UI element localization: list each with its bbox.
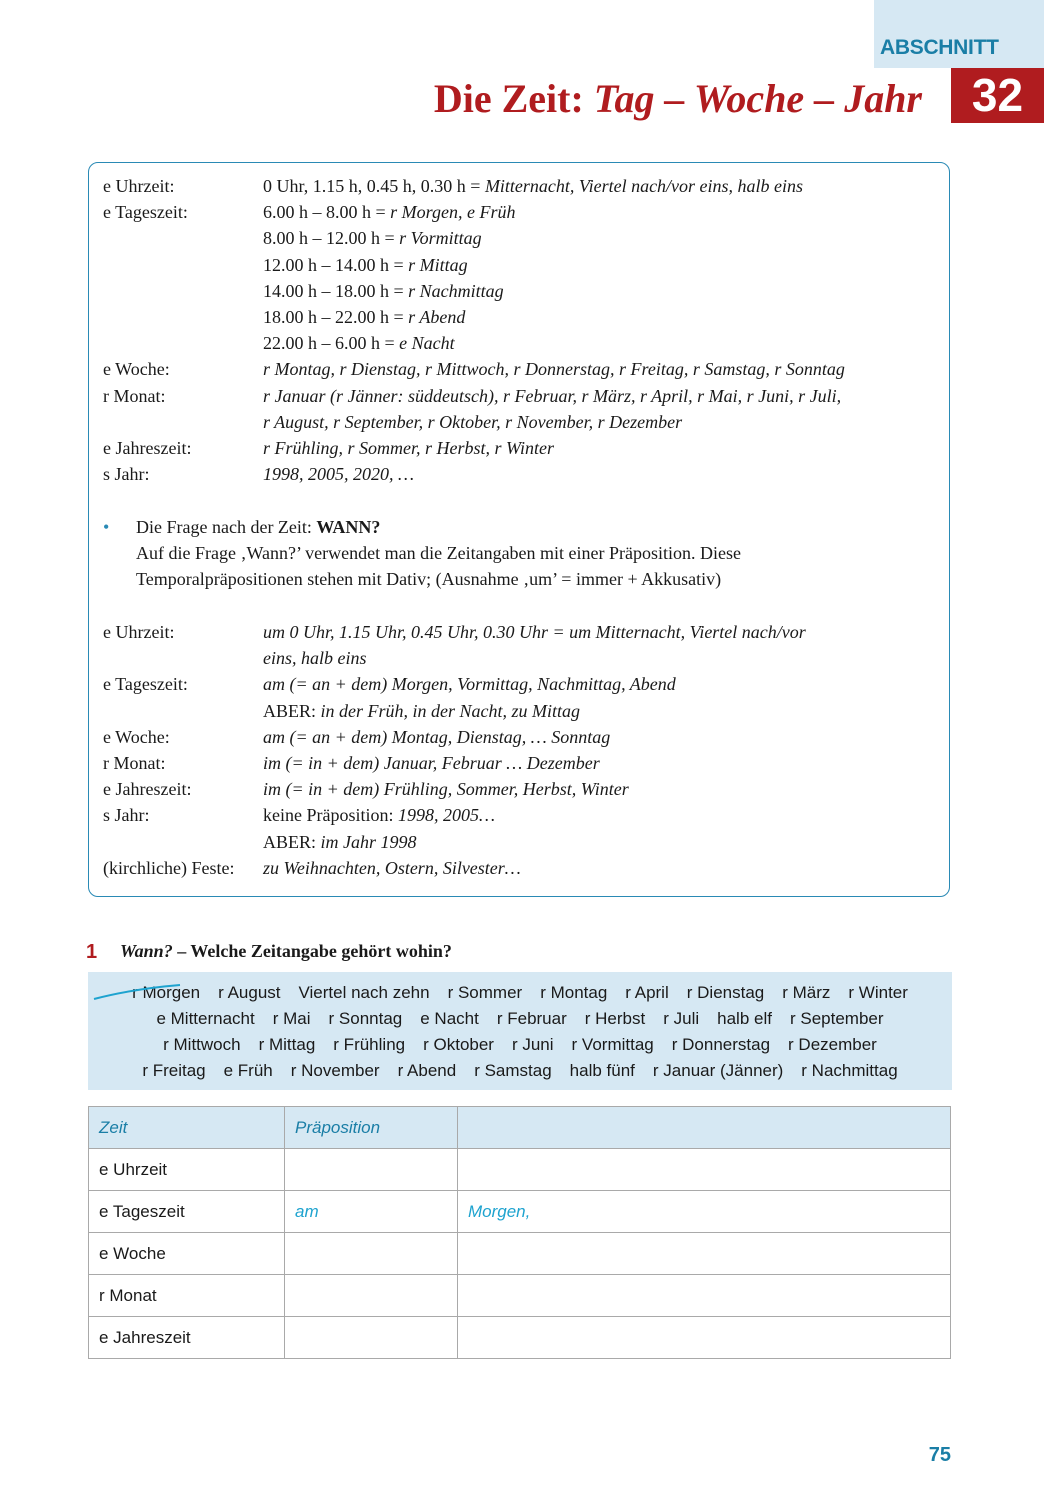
table-row [89, 1317, 951, 1359]
row-value [263, 724, 610, 750]
row-value-plain: keine Präposition: [263, 805, 398, 826]
row-value [263, 435, 554, 461]
row-value [263, 802, 495, 828]
row-value-italic: r Frühling, r Sommer, r Herbst, r Winter [263, 438, 555, 458]
row-label: e Uhrzeit: [103, 622, 175, 642]
page-title [434, 72, 922, 126]
row-value [263, 698, 580, 724]
word-bank-line [88, 1058, 952, 1084]
word-bank-item[interactable]: r Sonntag [328, 1009, 403, 1028]
row-label: r Monat: [103, 385, 166, 406]
row-value [263, 671, 676, 697]
word-bank-item[interactable]: e Früh [223, 1061, 273, 1080]
cell-praeposition[interactable] [285, 1317, 458, 1359]
word-bank-item[interactable]: r Winter [848, 983, 908, 1002]
word-bank-item[interactable]: r Nachmittag [801, 1061, 898, 1080]
word-bank-item[interactable]: r Mittag [258, 1035, 316, 1054]
word-bank-item[interactable]: halb elf [717, 1009, 772, 1028]
row-label: e Uhrzeit: [103, 176, 175, 196]
row-value-italic: am (= an + dem) Morgen, Vormittag, Nachmittag, Abend [263, 674, 676, 695]
cell-praeposition[interactable]: am [285, 1191, 458, 1233]
row-value-plain: 6.00 h – 8.00 h = [263, 202, 391, 223]
row-value-italic: r Vormittag [399, 228, 482, 249]
header-zeit: Zeit [89, 1107, 285, 1149]
row-value-italic: r Mittag [408, 254, 468, 275]
row-value [263, 383, 841, 409]
row-value-italic: r Montag, r Dienstag, r Mittwoch, r Donnerstag, r Freitag, r Samstag, r Sonntag [263, 359, 845, 380]
row-value [263, 619, 806, 645]
row-value [263, 855, 521, 881]
row-value-italic: r Nachmittag [408, 280, 504, 301]
row-value-plain: 18.00 h – 22.00 h = [263, 307, 409, 327]
row-value-plain: 0 Uhr, 1.15 h, 0.45 h, 0.30 h = [263, 176, 485, 196]
row-value [263, 199, 515, 225]
word-bank-item[interactable]: e Nacht [420, 1009, 479, 1028]
page-number: 75 [928, 1444, 951, 1466]
word-bank-item[interactable]: r Freitag [142, 1061, 206, 1080]
row-value-plain: 14.00 h – 18.00 h = [263, 280, 409, 301]
explanation-line-2: Temporalpräpositionen stehen mit Dativ; (Ausnahme ‚um’ = immer + Akkusativ) [136, 569, 722, 589]
row-label: s Jahr: [103, 805, 150, 826]
cell-zeit: e Woche [89, 1233, 285, 1275]
cell-zeit: e Uhrzeit [89, 1149, 285, 1191]
row-value-italic: im (= in + dem) Januar, Februar … Dezember [263, 753, 600, 773]
answer-table [88, 1106, 951, 1359]
word-bank-line [88, 1032, 952, 1058]
word-bank-item[interactable]: r Mittwoch [163, 1035, 241, 1054]
word-bank-line [88, 1006, 952, 1032]
word-bank-line [88, 980, 952, 1006]
cell-praeposition[interactable] [285, 1149, 458, 1191]
table-row [89, 1149, 951, 1191]
word-bank-item[interactable]: r Februar [496, 1009, 567, 1028]
word-bank-item[interactable]: r Montag [540, 983, 608, 1002]
word-bank-item[interactable]: r Dezember [788, 1035, 877, 1054]
row-value-italic: r Januar (r Jänner: süddeutsch), r Februar, r März, r April, r Mai, r Juni, r Juli, [263, 385, 842, 406]
cell-zeit: r Monat [89, 1275, 285, 1317]
row-value-plain: ABER: [263, 700, 321, 721]
row-value-plain: ABER: [263, 831, 321, 852]
word-bank-item[interactable]: r Oktober [423, 1035, 494, 1054]
word-bank-item[interactable]: r Morgen [132, 983, 201, 1002]
row-value-italic: e Nacht [399, 333, 455, 354]
row-label: e Jahreszeit: [103, 779, 192, 800]
strikethrough-mark [92, 981, 182, 1003]
cell-answer[interactable] [458, 1317, 951, 1359]
word-bank-item[interactable]: halb fünf [569, 1061, 635, 1080]
row-label: e Tageszeit: [103, 202, 188, 223]
word-bank-item[interactable]: r Herbst [584, 1009, 646, 1028]
row-value [263, 278, 504, 304]
row-value-italic: r Abend [408, 307, 466, 327]
word-bank-item[interactable]: r Dienstag [686, 983, 765, 1002]
word-bank-item[interactable]: r September [789, 1009, 884, 1028]
row-value-italic: 1998, 2005, 2020, … [263, 464, 415, 485]
bullet-point: • [103, 517, 110, 537]
question-line [136, 514, 380, 540]
row-label: r Monat: [103, 753, 166, 773]
cell-answer[interactable] [458, 1233, 951, 1275]
word-bank-item[interactable]: r November [290, 1061, 380, 1080]
word-bank-item[interactable]: r April [625, 983, 669, 1002]
exercise-number: 1 [86, 941, 98, 963]
row-value-italic: r Morgen, e Früh [390, 202, 516, 223]
question-bold: WANN? [316, 517, 381, 537]
section-number: 32 [951, 68, 1044, 123]
row-value [263, 173, 803, 199]
word-bank-item[interactable]: r Samstag [474, 1061, 552, 1080]
word-bank-item[interactable]: r Frühling [333, 1035, 406, 1054]
row-value [263, 461, 414, 487]
table-row [89, 1233, 951, 1275]
row-value [263, 225, 482, 251]
row-value [263, 304, 465, 330]
question-text: Die Frage nach der Zeit: [136, 517, 317, 537]
word-bank-item[interactable]: r Juli [663, 1009, 700, 1028]
row-value-italic: in der Früh, in der Nacht, zu Mittag [320, 700, 581, 721]
explanation-line-1: Auf die Frage ‚Wann?’ verwendet man die Zeitangaben mit einer Präposition. Diese [136, 543, 742, 563]
word-bank-item[interactable]: r Abend [397, 1061, 457, 1080]
table-row [89, 1191, 951, 1233]
cell-zeit: e Tageszeit [89, 1191, 285, 1233]
row-label: e Tageszeit: [103, 674, 188, 695]
row-value [263, 829, 417, 855]
exercise-title [120, 941, 452, 962]
row-value-italic: eins, halb eins [263, 648, 367, 669]
word-bank-item[interactable]: r Vormittag [571, 1035, 654, 1054]
word-bank-item[interactable]: r März [782, 983, 831, 1002]
row-value [263, 330, 455, 356]
row-value [263, 356, 845, 382]
cell-answer[interactable] [458, 1149, 951, 1191]
table-row [89, 1275, 951, 1317]
header-praeposition: Präposition [285, 1107, 458, 1149]
row-value-italic: r August, r September, r Oktober, r November, r Dezember [263, 411, 683, 432]
word-bank-item[interactable]: e Mitternacht [156, 1009, 255, 1028]
word-bank-item[interactable]: r Sommer [447, 983, 523, 1002]
row-value-italic: im Jahr 1998 [320, 831, 417, 852]
table-header-row [89, 1107, 951, 1149]
word-bank-item[interactable]: Viertel nach zehn [298, 983, 430, 1002]
row-value [263, 750, 600, 776]
word-bank-item[interactable]: r Mai [272, 1009, 311, 1028]
row-value-plain: 8.00 h – 12.00 h = [263, 228, 400, 249]
row-value-plain: 12.00 h – 14.00 h = [263, 254, 409, 275]
title-italic: Tag – Woche – Jahr [593, 76, 922, 121]
row-value-italic: Mitternacht, Viertel nach/vor eins, halb eins [484, 176, 804, 196]
row-label: e Woche: [103, 359, 170, 380]
row-value-italic: im (= in + dem) Frühling, Sommer, Herbst, Winter [263, 779, 629, 800]
row-value-italic: um 0 Uhr, 1.15 Uhr, 0.45 Uhr, 0.30 Uhr = um Mitternacht, Viertel nach/vor [263, 622, 806, 642]
cell-answer[interactable] [458, 1275, 951, 1317]
row-value-italic: 1998, 2005… [397, 805, 495, 826]
word-bank-item[interactable]: r Donnerstag [671, 1035, 771, 1054]
cell-praeposition[interactable] [285, 1275, 458, 1317]
row-value-plain: 22.00 h – 6.00 h = [263, 333, 400, 354]
exercise-title-italic: Wann? [120, 941, 173, 961]
word-bank-item[interactable]: r August [218, 983, 281, 1002]
cell-zeit: e Jahreszeit [89, 1317, 285, 1359]
row-value [263, 252, 468, 278]
word-bank-item[interactable]: r Januar (Jänner) [652, 1061, 784, 1080]
row-value [263, 645, 367, 671]
section-label: ABSCHNITT [880, 36, 999, 59]
row-value-italic: zu Weihnachten, Ostern, Silvester… [263, 857, 521, 878]
row-label: (kirchliche) Feste: [103, 857, 235, 878]
row-label: s Jahr: [103, 464, 150, 485]
title-plain: Die Zeit: [433, 76, 594, 121]
row-value [263, 776, 629, 802]
cell-answer[interactable]: Morgen, [458, 1191, 951, 1233]
row-value [263, 409, 682, 435]
exercise-title-rest: – Welche Zeitangabe gehört wohin? [172, 941, 452, 961]
header-blank [458, 1107, 951, 1149]
row-label: e Jahreszeit: [103, 438, 192, 458]
row-value-italic: am (= an + dem) Montag, Dienstag, … Sonntag [263, 726, 611, 747]
cell-praeposition[interactable] [285, 1233, 458, 1275]
row-label: e Woche: [103, 726, 170, 747]
word-bank-item[interactable]: r Juni [511, 1035, 554, 1054]
